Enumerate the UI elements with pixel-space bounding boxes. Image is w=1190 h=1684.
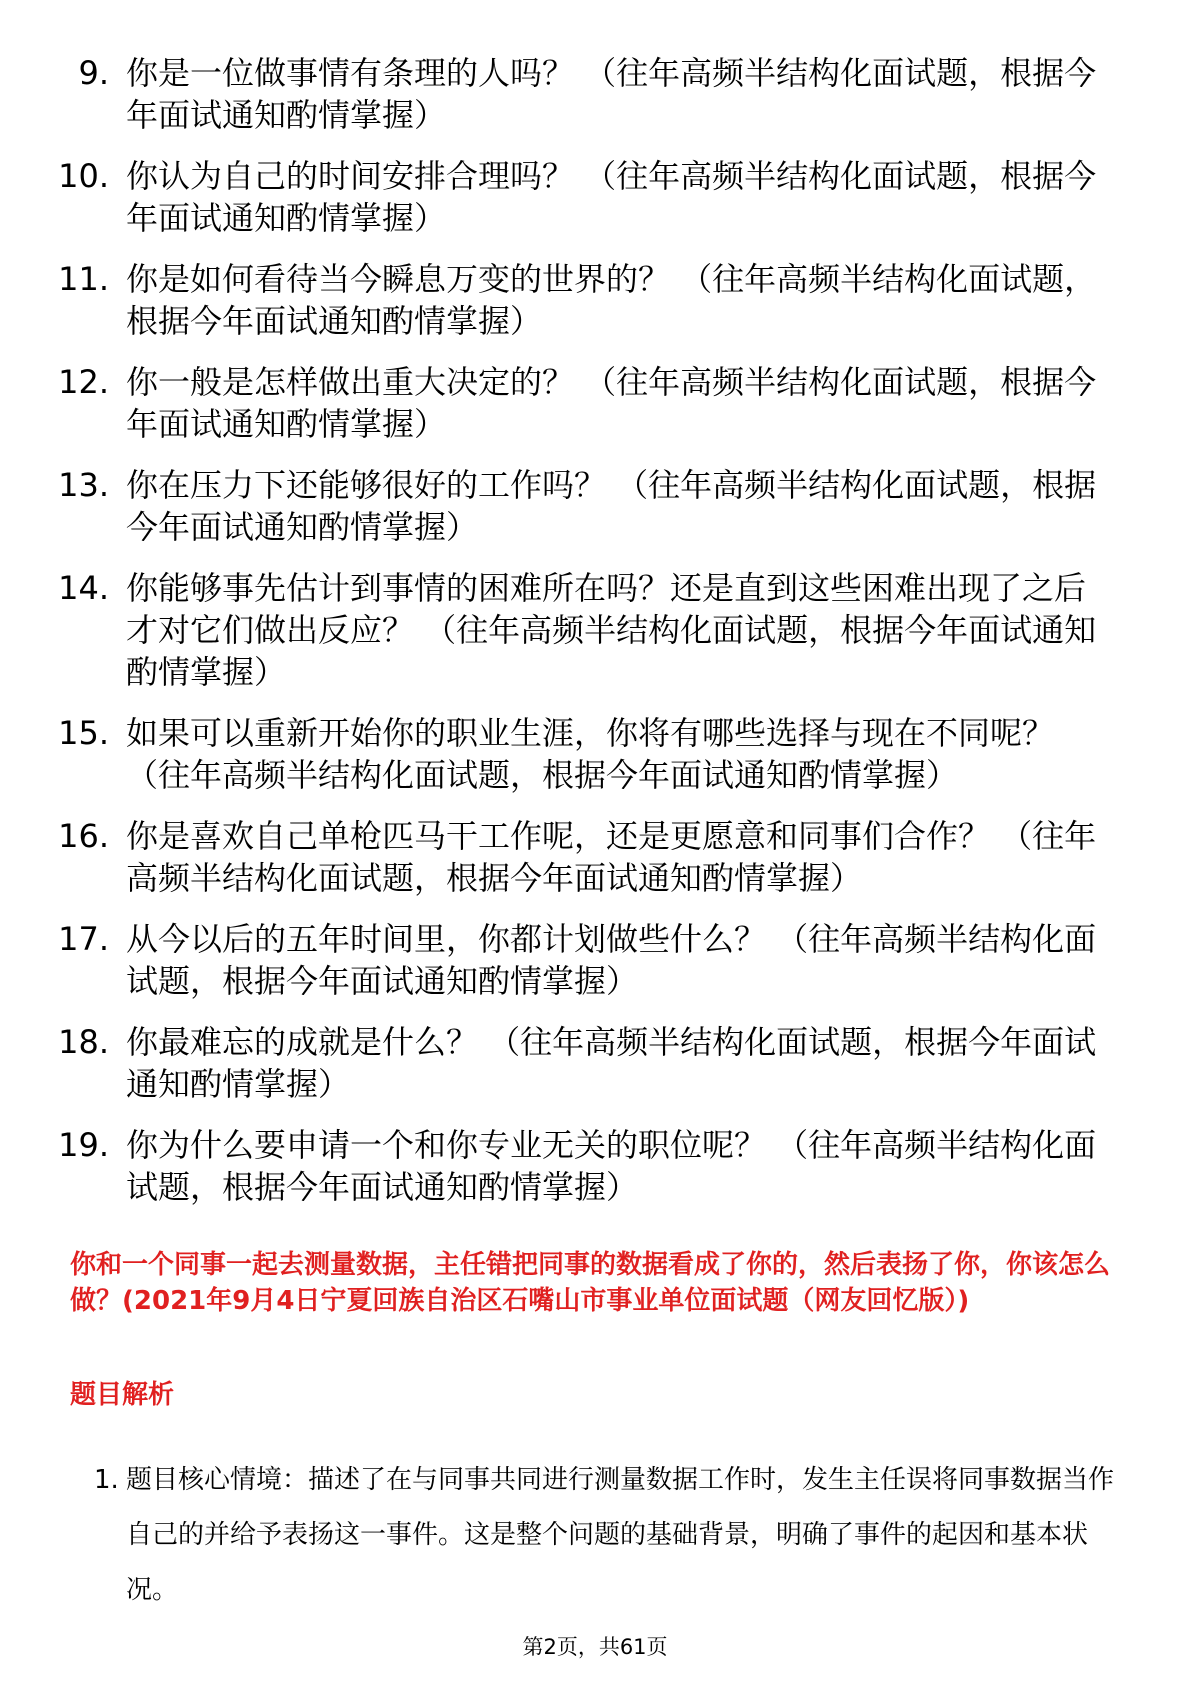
item-text: 你一般是怎样做出重大决定的？ （往年高频半结构化面试题，根据今年面试通知酌情掌握）	[126, 363, 1097, 443]
item-text: 你是喜欢自己单枪匹马干工作呢，还是更愿意和同事们合作？ （往年高频半结构化面试题，根据今年面试通知酌情掌握）	[126, 817, 1097, 897]
item-number: 14.	[58, 569, 109, 607]
list-item	[57, 1124, 1117, 1208]
item-text: 你为什么要申请一个和你专业无关的职位呢？ （往年高频半结构化面试题，根据今年面试通知酌情掌握）	[126, 1126, 1097, 1206]
item-text: 你最难忘的成就是什么？ （往年高频半结构化面试题，根据今年面试通知酌情掌握）	[126, 1023, 1097, 1103]
question-list	[57, 52, 1117, 1227]
item-number: 10.	[58, 157, 109, 195]
item-number: 15.	[58, 714, 109, 752]
list-item	[57, 258, 1117, 342]
item-text: 如果可以重新开始你的职业生涯，你将有哪些选择与现在不同呢？ （往年高频半结构化面试题，根据今年面试通知酌情掌握）	[126, 714, 1055, 794]
list-item	[57, 361, 1117, 445]
item-text: 你是如何看待当今瞬息万变的世界的？ （往年高频半结构化面试题，根据今年面试通知酌情掌握）	[126, 260, 1097, 340]
analysis-heading: 题目解析	[70, 1380, 175, 1410]
list-item	[57, 1021, 1117, 1105]
list-item	[57, 52, 1117, 136]
list-item	[57, 918, 1117, 1002]
item-text: 你能够事先估计到事情的困难所在吗？还是直到这些困难出现了之后才对它们做出反应？ （往年高频半结构化面试题，根据今年面试通知酌情掌握）	[126, 569, 1097, 691]
list-item	[57, 815, 1117, 899]
page-footer: 第2页，共61页	[522, 1635, 668, 1659]
item-text: 题目核心情境：描述了在与同事共同进行测量数据工作时，发生主任误将同事数据当作自己的并给予表扬这一事件。这是整个问题的基础背景，明确了事件的起因和基本状况。	[126, 1465, 1115, 1605]
item-number: 11.	[58, 260, 109, 298]
list-item	[57, 155, 1117, 239]
item-number: 1.	[94, 1465, 119, 1495]
item-text: 你在压力下还能够很好的工作吗？ （往年高频半结构化面试题，根据今年面试通知酌情掌握）	[126, 466, 1097, 546]
item-number: 17.	[58, 920, 109, 958]
item-text: 你认为自己的时间安排合理吗？ （往年高频半结构化面试题，根据今年面试通知酌情掌握）	[126, 157, 1097, 237]
highlight-question: 你和一个同事一起去测量数据，主任错把同事的数据看成了你的，然后表扬了你，你该怎么做？(2021年9月4日宁夏回族自治区石嘴山市事业单位面试题（网友回忆版）)	[70, 1250, 1111, 1316]
item-number: 19.	[58, 1126, 109, 1164]
item-number: 13.	[58, 466, 109, 504]
item-number: 16.	[58, 817, 109, 855]
list-item	[57, 567, 1117, 693]
analysis-item	[94, 1453, 1120, 1618]
item-text: 你是一位做事情有条理的人吗？ （往年高频半结构化面试题，根据今年面试通知酌情掌握）	[126, 54, 1097, 134]
item-number: 12.	[58, 363, 109, 401]
item-number: 9.	[78, 54, 109, 92]
list-item	[57, 464, 1117, 548]
item-text: 从今以后的五年时间里，你都计划做些什么？ （往年高频半结构化面试题，根据今年面试通知酌情掌握）	[126, 920, 1097, 1000]
list-item	[57, 712, 1117, 796]
item-number: 18.	[58, 1023, 109, 1061]
